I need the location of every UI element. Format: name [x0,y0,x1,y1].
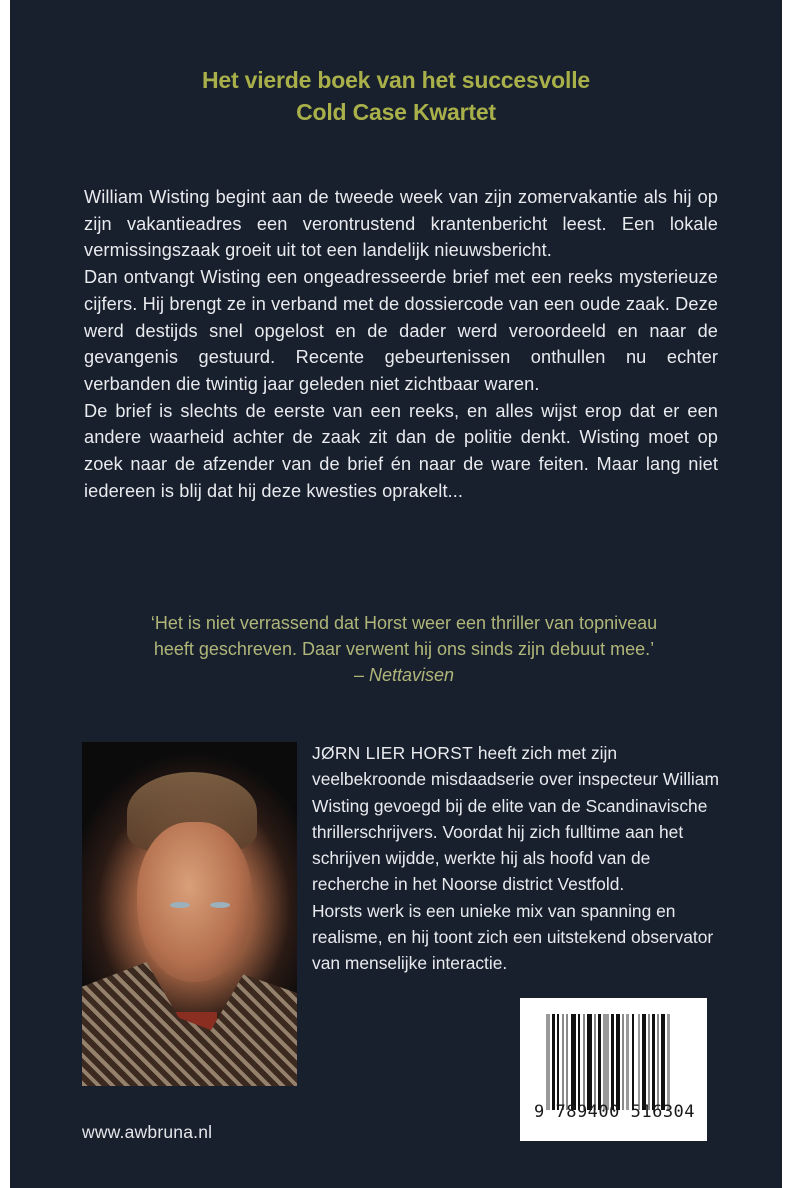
barcode-bars [546,1014,686,1110]
photo-eye-left [170,902,190,908]
book-blurb [84,184,718,504]
quote-line-1: ‘Het is niet verrassend dat Horst weer een thriller van topniveau [150,613,658,633]
press-quote [84,610,724,688]
blurb-paragraph: William Wisting begint aan de tweede week van zijn zomervakantie als hij op zijn vakantieadres een verontrustend krantenbericht leest. Een lokale vermissingszaak groeit uit tot een landelijk nieuwsbericht. [84,187,718,261]
quote-line-2: heeft geschreven. Daar verwent hij ons sinds zijn debuut mee.’ [153,639,655,659]
quote-source: – Nettavisen [353,665,455,685]
bio-text: heeft zich met zijn veelbekroonde misdaadserie over inspecteur William Wisting gevoegd bij de elite van de Scandinavische thrillerschrijvers. Voordat hij zich fulltime aan het schrijven wijdde, werkte hij als hoofd van de recherche in het Noorse district Vestfold. [312,743,719,895]
author-photo [82,742,297,1086]
isbn-barcode [520,998,707,1141]
photo-face [137,822,252,982]
author-name: JØRN LIER HORST [312,743,474,763]
blurb-paragraph: Dan ontvangt Wisting een ongeadresseerde brief met een reeks mysterieuze cijfers. Hij brengt ze in verband met de dossiercode van een oude zaak. Deze werd destijds snel opgelost en de dader werd veroordeeld en naar de gevangenis gestuurd. Recente gebeurtenissen onthullen nu echter verbanden die twintig jaar geleden niet zichtbaar waren. [84,267,718,394]
isbn-number: 9 789400 516304 [534,1102,696,1122]
blurb-paragraph: De brief is slechts de eerste van een reeks, en alles wijst erop dat er een andere waarheid achter de zaak zit dan de politie denkt. Wisting moet op zoek naar de afzender van de brief én naar de ware feiten. Maar lang niet iedereen is blij dat hij deze kwesties oprakelt... [84,400,718,501]
series-headline [10,64,782,128]
photo-eye-right [210,902,230,908]
publisher-url[interactable]: www.awbruna.nl [82,1122,213,1142]
book-back-cover [10,0,782,1188]
headline-line-2: Cold Case Kwartet [296,99,496,125]
bio-paragraph-2: Horsts werk is een unieke mix van spanning en realisme, en hij toont zich een uitstekend observator van menselijke interactie. [312,900,714,974]
author-bio [312,740,722,977]
headline-line-1: Het vierde boek van het succesvolle [201,67,590,93]
bio-paragraph-1 [312,740,722,898]
